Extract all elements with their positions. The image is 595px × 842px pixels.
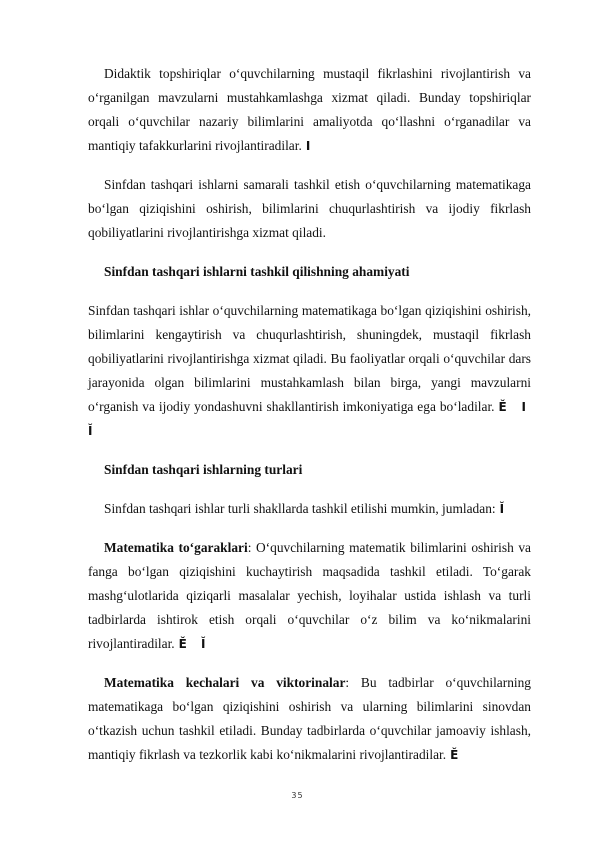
citation-mark: Ě [450, 748, 464, 762]
paragraph-text: : O‘quvchilarning matematik bilimlarini oshirish va fanga bo‘lgan qiziqishini kuchaytirish maqsadida tashkil etiladi. To‘garak mashg‘ulotlarida qiziqarli masalalar yechish, loyihalar ustida ishlash va turli tadbirlarda ishtirok etish orqali o‘quvchilar o‘z bilim va ko‘nikmalarini rivojlantiradilar. [88, 540, 531, 651]
section-heading-importance: Sinfdan tashqari ishlarni tashkil qilishning ahamiyati [104, 264, 410, 279]
paragraph-math-clubs [88, 536, 531, 656]
section-heading-types: Sinfdan tashqari ishlarning turlari [104, 462, 303, 477]
paragraph-importance [88, 299, 531, 443]
paragraph-text: Sinfdan tashqari ishlar turli shakllarda tashkil etilishi mumkin, jumladan: [104, 501, 496, 516]
paragraph-didactic-tasks [88, 62, 531, 158]
paragraph-text: Didaktik topshiriqlar o‘quvchilarning mustaqil fikrlashini rivojlantirish va o‘rganilgan mavzularni mustahkamlashga xizmat qiladi. Bunday topshiriqlar orqali o‘quvchilar nazariy bilimlarini amaliyotda qo‘llashni o‘rganadilar va mantiqiy tafakkurlarini rivojlantiradilar. [88, 66, 531, 153]
paragraph-math-evenings [88, 671, 531, 767]
term-math-evenings: Matematika kechalari va viktorinalar [104, 675, 346, 690]
paragraph-text: : Bu tadbirlar o‘quvchilarning matematikaga bo‘lgan qiziqishini oshirish va ularning bilimlarini sinovdan o‘tkazish uchun tashkil etiladi. Bunday tadbirlarda o‘quvchilar jamoaviy ishlash, mantiqiy fikrlash va tezkorlik kabi ko‘nikmalarini rivojlantiradilar. [88, 675, 531, 762]
page-number: 35 [291, 791, 304, 800]
citation-mark: Ⅰ [305, 139, 316, 153]
citation-mark: Ě Ⅰ Ĭ [88, 400, 531, 438]
paragraph-text: Sinfdan tashqari ishlarni samarali tashkil etish o‘quvchilarning matematikaga bo‘lgan qiziqishini oshirish, bilimlarini chuqurlashtirish va ijodiy fikrlash qobiliyatlarini rivojlantirishga xizmat qiladi. [88, 177, 531, 240]
document-page [88, 62, 531, 767]
citation-mark: Ě Ĭ [178, 637, 211, 651]
citation-mark: Ĭ [499, 502, 510, 516]
paragraph-types-intro [88, 497, 531, 521]
paragraph-text: Sinfdan tashqari ishlar o‘quvchilarning matematikaga bo‘lgan qiziqishini oshirish, bilimlarini kengaytirish va chuqurlashtirish, shuningdek, mustaqil fikrlash qobiliyatlarini rivojlantirishga xizmat qiladi. Bu faoliyatlar orqali o‘quvchilar dars jarayonida olgan bilimlarini mustahkamlash bilan birga, yangi mavzularni o‘rganish va ijodiy yondashuvni shakllantirish imkoniyatiga ega bo‘ladilar. [88, 303, 531, 414]
paragraph-extracurricular-intro [88, 173, 531, 245]
term-math-clubs: Matematika to‘garaklari [104, 540, 248, 555]
